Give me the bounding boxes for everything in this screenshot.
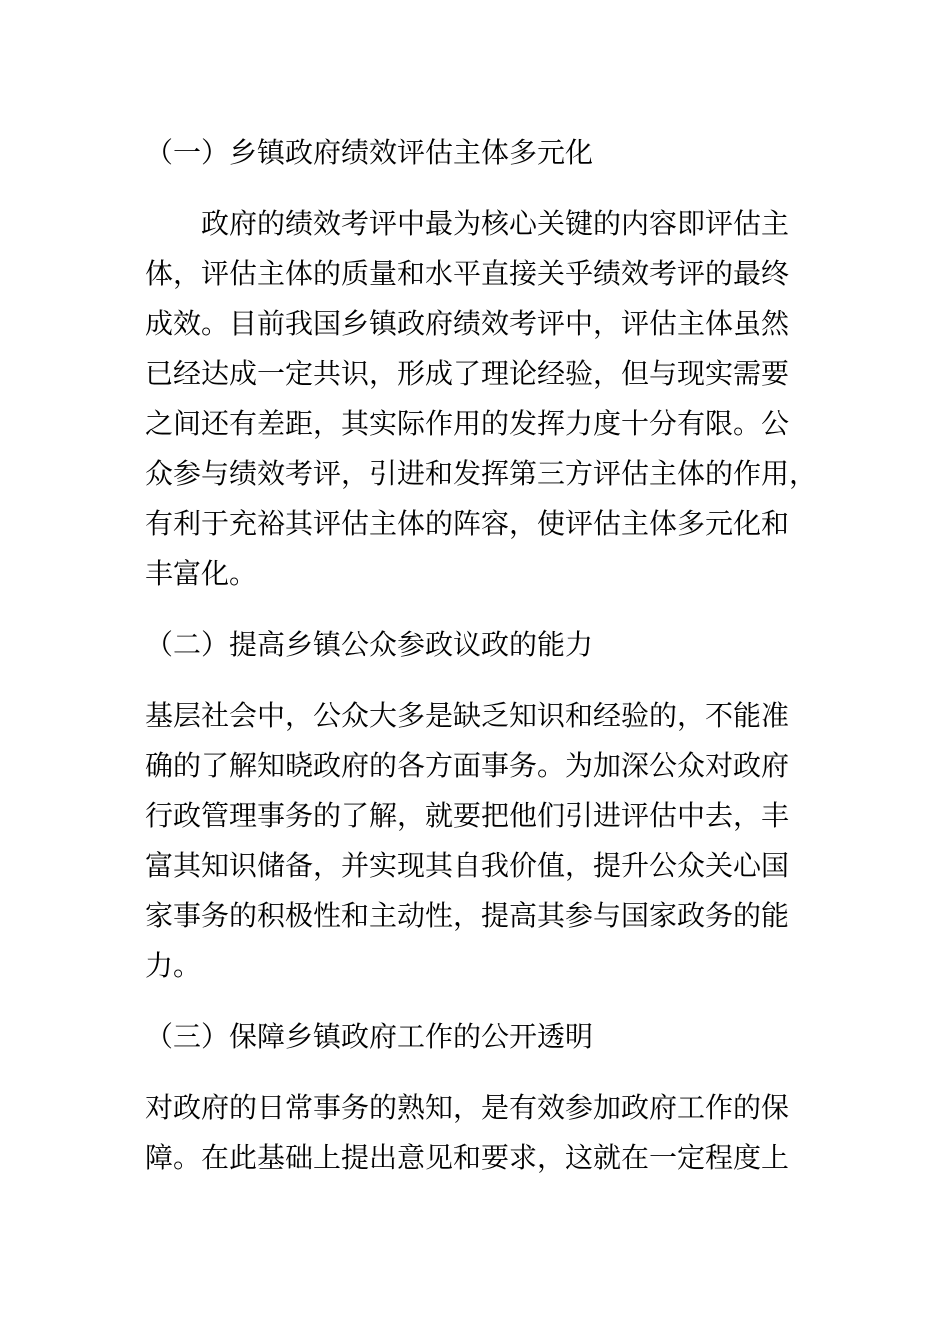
spacer bbox=[145, 670, 817, 691]
spacer bbox=[145, 991, 817, 1012]
paragraph-line: 对政府的日常事务的熟知，是有效参加政府工作的保 bbox=[145, 1091, 790, 1124]
paragraph-line: 体，评估主体的质量和水平直接关乎绩效考评的最终 bbox=[145, 257, 790, 290]
section-heading-2: （二）提高乡镇公众参政议政的能力 bbox=[145, 628, 594, 661]
section-paragraph-1 bbox=[145, 199, 817, 599]
paragraph-line: 丰富化。 bbox=[145, 557, 258, 590]
paragraph-line: 众参与绩效考评，引进和发挥第三方评估主体的作用， bbox=[145, 457, 818, 490]
paragraph-line: 有利于充裕其评估主体的阵容，使评估主体多元化和 bbox=[145, 507, 790, 540]
section-paragraph-3 bbox=[145, 1083, 817, 1183]
paragraph-line: 障。在此基础上提出意见和要求，这就在一定程度上 bbox=[145, 1141, 790, 1174]
paragraph-line: 政府的绩效考评中最为核心关键的内容即评估主 bbox=[201, 207, 790, 240]
spacer bbox=[145, 599, 817, 620]
paragraph-line: 富其知识储备，并实现其自我价值，提升公众关心国 bbox=[145, 849, 790, 882]
paragraph-line: 力。 bbox=[145, 949, 202, 982]
paragraph-line: 确的了解知晓政府的各方面事务。为加深公众对政府 bbox=[145, 749, 790, 782]
paragraph-line: 成效。目前我国乡镇政府绩效考评中，评估主体虽然 bbox=[145, 307, 790, 340]
paragraph-line: 已经达成一定共识，形成了理论经验，但与现实需要 bbox=[145, 357, 790, 390]
section-paragraph-2 bbox=[145, 691, 817, 991]
spacer bbox=[145, 178, 817, 199]
section-heading-1: （一）乡镇政府绩效评估主体多元化 bbox=[145, 136, 594, 169]
paragraph-line: 之间还有差距，其实际作用的发挥力度十分有限。公 bbox=[145, 407, 790, 440]
document-body bbox=[145, 128, 817, 1183]
paragraph-line: 基层社会中，公众大多是缺乏知识和经验的，不能准 bbox=[145, 699, 790, 732]
section-heading-3: （三）保障乡镇政府工作的公开透明 bbox=[145, 1020, 594, 1053]
paragraph-line: 家事务的积极性和主动性，提高其参与国家政务的能 bbox=[145, 899, 790, 932]
spacer bbox=[145, 1062, 817, 1083]
paragraph-line: 行政管理事务的了解，就要把他们引进评估中去，丰 bbox=[145, 799, 790, 832]
